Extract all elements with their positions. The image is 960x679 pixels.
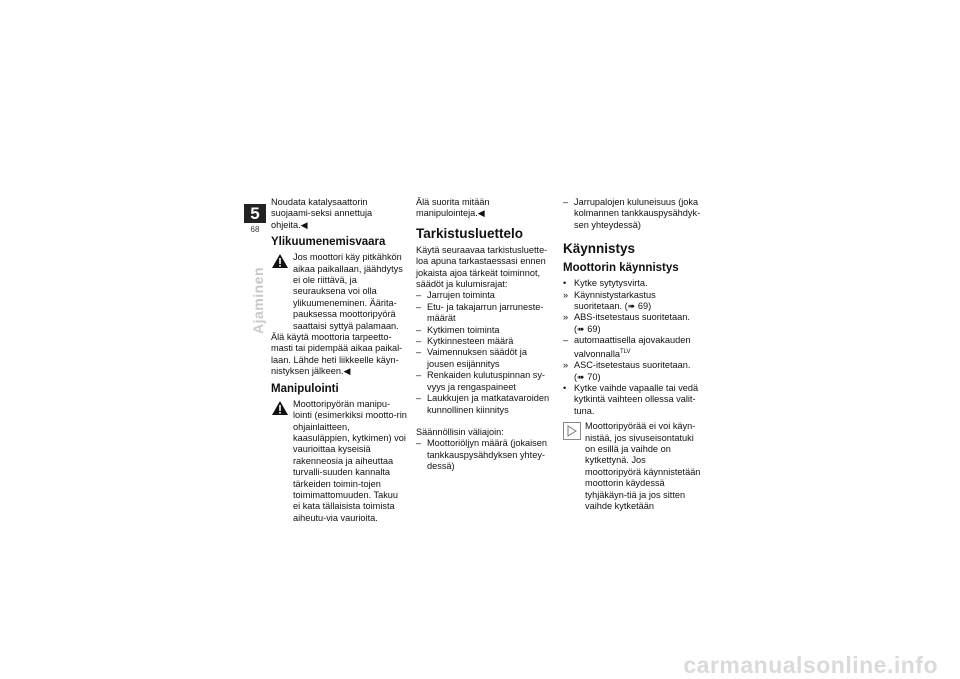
footer [0, 652, 960, 679]
overheat-warning-text: Jos moottori käy pitkähkön aikaa paikallaan, jäähdytys ei ole riittävä, ja seurauksena voi olla ylikuumeneminen. Äärita-pauksessa moottoripyörä saattaisi syttyä palamaan. [293, 252, 403, 331]
list-item: – Laukkujen ja matkatavaroiden kunnollinen kiinnitys [416, 393, 550, 415]
overheat-instruction: Älä käytä moottoria tarpeetto-masti tai pidempää aikaa paikal-laan. Lähde heti liikkeelle käyn-nistyksen jälkeen.◀ [271, 332, 403, 377]
checklist [416, 290, 552, 415]
chapter-tab [244, 204, 266, 238]
overheat-warning [271, 252, 407, 332]
regular-intro: Säännöllisin väliajoin: [416, 426, 504, 437]
tamper-warning-text: Moottoripyörän manipu-lointi (esimerkiksi mootto-rin ohjainlaitteen, kaasuläppien, kytkimen) voi vaurioittaa kyseisiä rakenneosia ja aiheuttaa turvalli-suuden kannalta tärkeiden toimin-tojen toimimattomuuden. Takuu ei kata tällaisista toimista aiheutu-via vaurioita. [293, 398, 407, 523]
regular-checklist [416, 438, 552, 472]
column-3 [563, 197, 703, 512]
column-2 [416, 197, 552, 473]
start-steps [563, 278, 703, 417]
list-item: – Etu- ja takajarrun jarruneste-määrät [416, 301, 544, 324]
step-item: • Kytke vaihde vapaalle tai vedä kytkintä vaihteen ollessa valit-tuna. [563, 382, 699, 416]
watermark: carmanualsonline.info [683, 652, 938, 678]
heading-tampering: Manipulointi [271, 382, 339, 395]
list-item: – Kytkimen toiminta [416, 324, 500, 335]
start-note [563, 421, 703, 512]
chapter-number: 5 [244, 204, 266, 223]
heading-overheat: Ylikuumenemisvaara [271, 236, 386, 249]
list-item: – Jarrupalojen kuluneisuus (joka kolmannen tankkauspysähdyk-sen yhteydessä) [563, 197, 701, 230]
step-item: » ASC-itsetestaus suoritetaan. (➠ 70) [563, 360, 691, 382]
step-item: » ABS-itsetestaus suoritetaan. (➠ 69) [563, 312, 690, 334]
list-item: – Jarrujen toiminta [416, 290, 495, 301]
step-item: » Käynnistystarkastus suoritetaan. (➠ 69) [563, 289, 656, 312]
warning-triangle-icon [271, 253, 289, 269]
list-item: – Vaimennuksen säädöt ja jousen esijännitys [416, 347, 527, 369]
heading-starting: Käynnistys [563, 241, 636, 257]
play-triangle-icon [564, 423, 580, 439]
list-item: – Moottoriöljyn määrä (jokaisen tankkauspysähdyksen yhtey-dessä) [416, 438, 547, 472]
heading-engine-start: Moottorin käynnistys [563, 262, 679, 275]
start-note-text: Moottoripyörää ei voi käyn-nistää, jos sivuseisontatuki on esillä ja vaihde on kytkettynä. Jos moottoripyörä käynnistetään moottorin käydessä tyhjäkäyn-tiä ja jos sitten vaihde kytketään [585, 421, 701, 511]
heading-checklist: Tarkistusluettelo [416, 225, 524, 241]
list-item: – Kytkinnesteen määrä [416, 336, 514, 347]
catalyst-note: Noudata katalysaattorin suojaami-seksi annettuja ohjeita.◀ [271, 197, 373, 230]
checklist-intro: Käytä seuraavaa tarkistusluette-loa apuna tarkastaessasi ennen jokaista ajoa tärkeät toiminnot, säädöt ja kulumisrajat: [416, 244, 548, 290]
section-title-text: Ajaminen [250, 266, 266, 334]
page-number: 68 [250, 225, 260, 234]
step-item: – automaattisella ajovakauden valvonnalla$^{TLV}$ [563, 335, 691, 359]
warning-triangle-icon [271, 400, 289, 416]
step-item: • Kytke sytytysvirta. [563, 278, 648, 289]
tamper-end: Älä suorita mitään manipulointeja.◀ [416, 197, 490, 219]
list-item: – Renkaiden kulutuspinnan sy-vyys ja rengaspaineet [416, 370, 545, 392]
tamper-warning [271, 399, 407, 524]
column-1 [271, 197, 407, 524]
regular-checklist-continued [563, 197, 703, 231]
note-play-icon [563, 422, 581, 440]
